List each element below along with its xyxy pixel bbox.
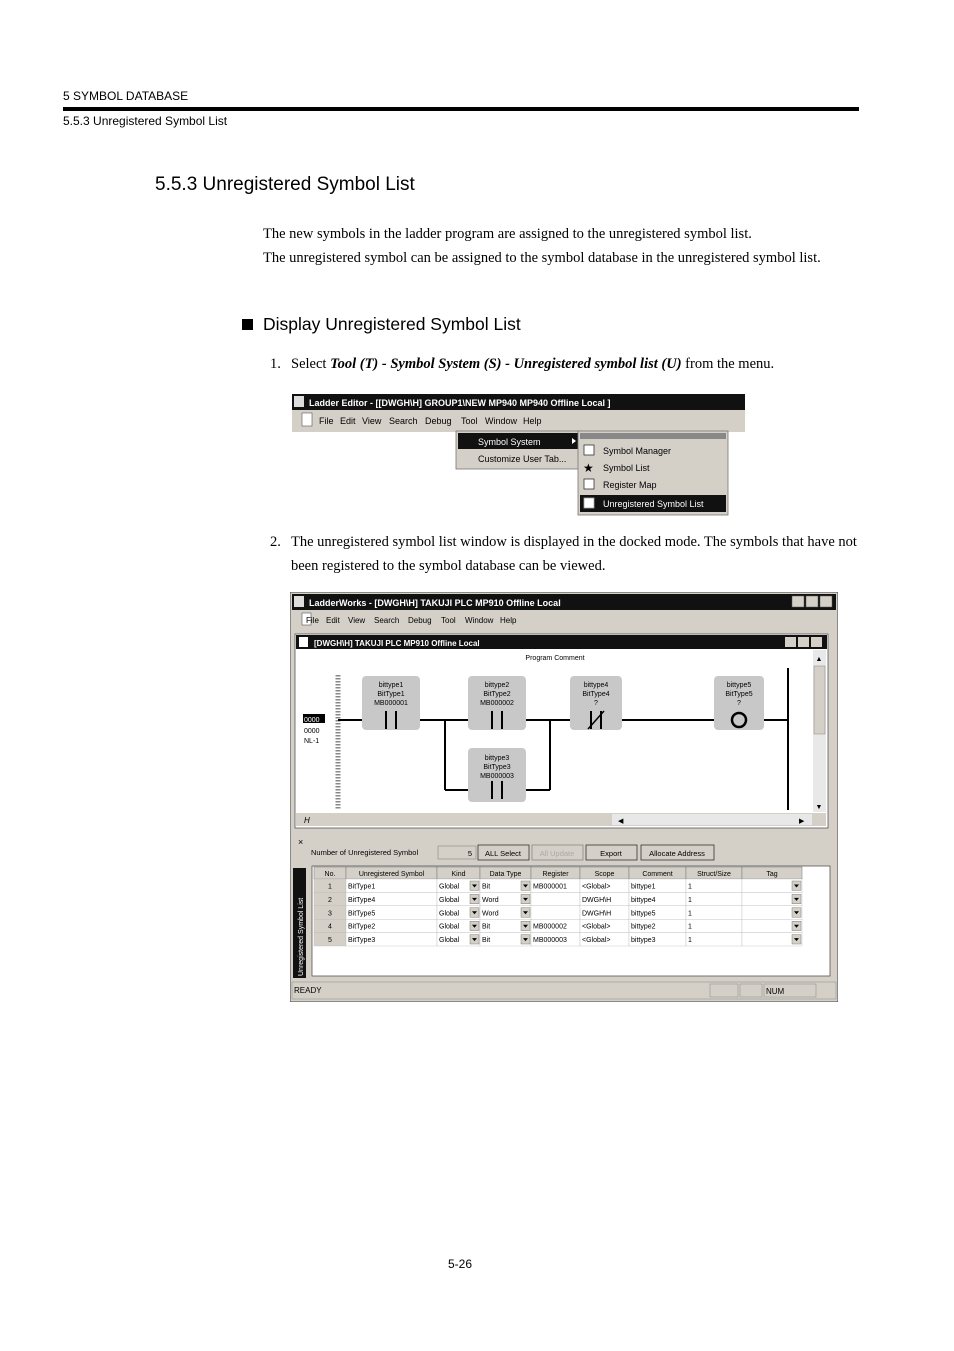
step-1-number: 1.: [270, 356, 281, 372]
table-cell[interactable]: [686, 879, 742, 892]
panel-close-icon[interactable]: ×: [298, 837, 304, 847]
menu-search[interactable]: Search: [374, 616, 400, 625]
sheet-tab[interactable]: H: [304, 816, 310, 825]
column-header: Kind: [451, 871, 466, 878]
table-cell-text: <Global>: [582, 937, 611, 945]
running-header-section: 5.5.3 Unregistered Symbol List: [63, 114, 228, 128]
status-text: READY: [294, 986, 322, 995]
table-cell[interactable]: [686, 892, 742, 905]
ladder-child-window: [295, 634, 828, 828]
status-num-indicator: NUM: [766, 987, 785, 996]
table-cell-text: DWGH\H: [582, 910, 612, 918]
scroll-left-arrow-icon[interactable]: ◀: [618, 818, 624, 825]
section-title: 5.5.3 Unregistered Symbol List: [155, 174, 415, 195]
contact-2-register: MB000002: [480, 700, 514, 707]
table-cell-text: Global: [439, 923, 460, 931]
panel-side-label: Unregistered Symbol List: [298, 897, 305, 976]
menu-window[interactable]: Window: [485, 416, 518, 426]
ladderworks-screenshot: [290, 592, 838, 1002]
contact-3-symbol: BitType3: [483, 764, 511, 771]
column-header: Data Type: [489, 871, 522, 878]
child-window-title: [DWGH\H] TAKUJI PLC MP910 Offline Local: [314, 639, 480, 648]
table-cell-text: 4: [328, 923, 332, 931]
step-2: [270, 530, 865, 578]
running-header-chapter: 5 SYMBOL DATABASE: [63, 89, 189, 103]
table-cell[interactable]: [686, 906, 742, 919]
contact-4-symbol: BitType4: [582, 691, 610, 698]
table-cell[interactable]: [531, 892, 580, 905]
count-value: 5: [467, 849, 472, 858]
submenu-symbol-manager[interactable]: Symbol Manager: [603, 446, 672, 456]
subheading-text: Display Unregistered Symbol List: [263, 314, 521, 334]
table-cell-text: BitType3: [348, 937, 376, 945]
symbol-table-grid: [314, 867, 802, 946]
step-2-text: The unregistered symbol list window is displayed in the docked mode. The symbols that have not been registered to the symbol database can be viewed.: [291, 534, 857, 574]
register-map-icon: [584, 479, 594, 489]
header-rule: [63, 107, 859, 111]
column-header: Comment: [642, 871, 673, 878]
contact-1-symbol: BitType1: [377, 691, 405, 698]
table-cell-text: bittype3: [631, 937, 656, 945]
column-header: Scope: [594, 871, 615, 878]
rung-number: 0000: [304, 717, 320, 724]
menu-tool[interactable]: Tool: [441, 616, 456, 625]
contact-2-symbol: BitType2: [483, 691, 511, 698]
symbol-manager-icon: [584, 445, 594, 455]
child-minimize-button[interactable]: [785, 637, 796, 647]
table-cell-text: Global: [439, 910, 460, 918]
table-cell-text: MB000001: [533, 883, 567, 891]
coil-5-register: ?: [737, 700, 741, 707]
table-cell-text: Bit: [482, 937, 491, 945]
rung-step: 0000: [304, 728, 320, 735]
contact-3-comment: bittype3: [484, 755, 510, 762]
table-cell-text: BitType4: [348, 896, 376, 904]
table-cell-text: Global: [439, 896, 460, 904]
coil-icon: [732, 713, 746, 727]
table-cell-text: MB000003: [533, 937, 567, 945]
column-header: No.: [324, 871, 336, 878]
step-1-post: from the menu.: [681, 356, 775, 372]
table-cell-text: Bit: [482, 923, 491, 931]
step-1-pre: Select: [291, 356, 331, 372]
table-cell-text: 2: [328, 896, 332, 904]
menu-search[interactable]: Search: [389, 416, 418, 426]
column-header: Tag: [766, 871, 778, 878]
submenu-unregistered-symbol-list[interactable]: Unregistered Symbol List: [603, 499, 704, 509]
page-number: 5-26: [448, 1257, 473, 1271]
document-icon: [302, 413, 312, 426]
step-1-menu-path: Tool (T) - Symbol System (S) - Unregistered symbol list (U): [330, 356, 682, 372]
scroll-down-arrow-icon[interactable]: ▼: [815, 804, 823, 811]
menu-help[interactable]: Help: [523, 416, 542, 426]
table-cell-text: BitType2: [348, 923, 376, 931]
menu-help[interactable]: Help: [500, 616, 517, 625]
coil-5-symbol: BitType5: [725, 691, 753, 698]
rung-nest-level: NL-1: [304, 738, 320, 745]
child-maximize-button[interactable]: [798, 637, 809, 647]
contact-4-register: ?: [594, 700, 598, 707]
menu-edit[interactable]: Edit: [340, 416, 356, 426]
vertical-scroll-thumb[interactable]: [814, 666, 825, 734]
table-cell-text: DWGH\H: [582, 896, 612, 904]
table-cell-text: 1: [688, 937, 692, 945]
close-button[interactable]: [820, 596, 832, 607]
all-select-label: ALL Select: [485, 849, 521, 858]
intro-paragraph: [263, 222, 863, 270]
menu-edit[interactable]: Edit: [326, 616, 340, 625]
editor-title: Ladder Editor - [[DWGH\H] GROUP1\NEW MP940 MP940 Offline Local ]: [309, 398, 611, 408]
table-cell-text: <Global>: [582, 923, 611, 931]
menu-window[interactable]: Window: [465, 616, 494, 625]
contact-3-register: MB000003: [480, 773, 514, 780]
intro-line-1: The new symbols in the ladder program are assigned to the unregistered symbol list.: [263, 226, 752, 242]
export-label: Export: [600, 849, 622, 858]
table-cell[interactable]: [686, 919, 742, 932]
menu-view[interactable]: View: [362, 416, 382, 426]
contact-1-comment: bittype1: [378, 682, 404, 689]
column-header: Struct/Size: [697, 871, 731, 878]
menu-bar: [292, 410, 745, 432]
program-comment: Program Comment: [525, 655, 585, 662]
submenu-register-map[interactable]: Register Map: [603, 480, 657, 490]
allocate-address-label: Allocate Address: [649, 849, 705, 858]
table-cell-text: 1: [688, 883, 692, 891]
step-2-number: 2.: [270, 534, 281, 550]
table-cell-text: bittype4: [631, 896, 656, 904]
table-cell-text: bittype1: [631, 883, 656, 891]
table-cell-text: 1: [688, 896, 692, 904]
table-cell-text: Word: [482, 896, 499, 904]
table-cell-text: Word: [482, 910, 499, 918]
table-cell-text: Global: [439, 883, 460, 891]
child-close-button[interactable]: [811, 637, 822, 647]
main-window-title: LadderWorks - [DWGH\H] TAKUJI PLC MP910 Offline Local: [309, 598, 561, 608]
menu-file[interactable]: File: [306, 616, 319, 625]
horizontal-scrollbar[interactable]: [612, 814, 812, 825]
coil-5-comment: bittype5: [726, 682, 752, 689]
table-cell-text: Global: [439, 937, 460, 945]
menu-debug[interactable]: Debug: [425, 416, 452, 426]
table-cell-text: bittype2: [631, 923, 656, 931]
table-cell-text: Bit: [482, 883, 491, 891]
menu-item-symbol-system[interactable]: Symbol System: [478, 437, 541, 447]
count-label: Number of Unregistered Symbol: [311, 848, 419, 857]
menu-view[interactable]: View: [348, 616, 366, 625]
step-1: [270, 352, 865, 376]
status-bar: [292, 982, 836, 999]
table-cell-text: 5: [328, 937, 332, 945]
table-cell-text: 1: [688, 910, 692, 918]
subheading: [242, 314, 521, 335]
menu-tool[interactable]: Tool: [461, 416, 478, 426]
square-bullet-icon: [242, 319, 253, 330]
all-update-label: All Update: [539, 849, 575, 858]
table-cell-text: BitType1: [348, 883, 376, 891]
scroll-up-arrow-icon[interactable]: ▲: [815, 656, 823, 663]
table-cell-text: 1: [328, 883, 332, 891]
intro-line-2: The unregistered symbol can be assigned to the symbol database in the unregistered symbol list.: [263, 250, 821, 266]
menu-file[interactable]: File: [319, 416, 334, 426]
table-cell-text: MB000002: [533, 923, 567, 931]
contact-1-register: MB000001: [374, 700, 408, 707]
unregistered-list-icon: [584, 498, 594, 508]
table-cell-text: 3: [328, 910, 332, 918]
maximize-button[interactable]: [806, 596, 818, 607]
menu-screenshot: [290, 393, 746, 516]
menu-debug[interactable]: Debug: [408, 616, 432, 625]
app-icon: [294, 596, 304, 607]
contact-2-comment: bittype2: [484, 682, 510, 689]
table-cell[interactable]: [686, 933, 742, 946]
table-cell-text: BitType5: [348, 910, 376, 918]
column-header: Unregistered Symbol: [358, 871, 425, 878]
column-header: Register: [542, 871, 569, 878]
minimize-button[interactable]: [792, 596, 804, 607]
child-doc-icon: [299, 637, 308, 647]
app-icon: [294, 396, 304, 407]
star-icon: ★: [583, 461, 594, 475]
table-cell-text: bittype5: [631, 910, 656, 918]
table-cell-text: <Global>: [582, 883, 611, 891]
table-cell[interactable]: [531, 906, 580, 919]
scroll-right-arrow-icon[interactable]: ▶: [799, 818, 805, 825]
contact-4-comment: bittype4: [583, 682, 609, 689]
table-cell-text: 1: [688, 923, 692, 931]
submenu-symbol-list[interactable]: Symbol List: [603, 463, 650, 473]
menu-item-customize-user-tab[interactable]: Customize User Tab...: [478, 454, 567, 464]
